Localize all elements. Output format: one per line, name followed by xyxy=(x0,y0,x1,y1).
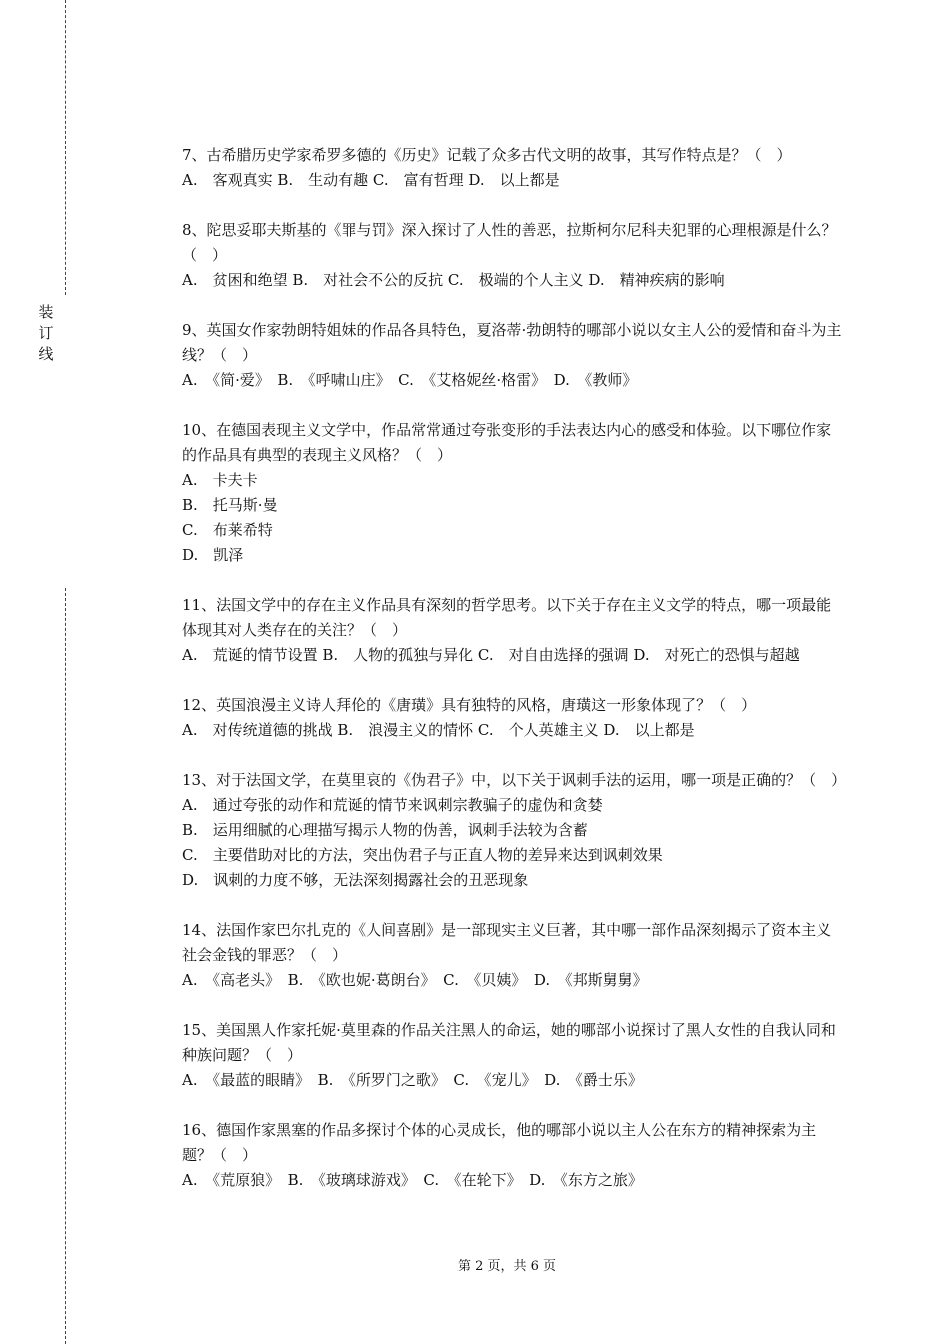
question-13 xyxy=(182,768,847,893)
question-stem: 8、陀思妥耶夫斯基的《罪与罚》深入探讨了人性的善恶，拉斯柯尔尼科夫犯罪的心理根源是什么？（ ） xyxy=(182,221,837,264)
question-9 xyxy=(182,318,844,393)
question-options: A. 客观真实 B. 生动有趣 C. 富有哲理 D. 以上都是 xyxy=(182,171,560,189)
option-c: C. 主要借助对比的方法，突出伪君子与正直人物的差异来达到讽刺效果 xyxy=(182,846,663,864)
question-stem: 11、法国文学中的存在主义作品具有深刻的哲学思考。以下关于存在主义文学的特点，哪一项最能体现其对人类存在的关注？（ ） xyxy=(182,596,832,639)
binding-dashed-line-bottom xyxy=(65,588,66,1344)
option-a: A. 卡夫卡 xyxy=(182,471,258,489)
question-list xyxy=(182,143,847,1218)
binding-char: 装 xyxy=(38,303,54,321)
question-15 xyxy=(182,1018,844,1093)
question-14 xyxy=(182,918,844,993)
binding-char: 线 xyxy=(38,345,54,363)
question-options: A. 《简·爱》 B. 《呼啸山庄》 C. 《艾格妮丝·格雷》 D. 《教师》 xyxy=(182,371,638,389)
question-options: A. 《高老头》 B. 《欧也妮·葛朗台》 C. 《贝姨》 D. 《邦斯舅舅》 xyxy=(182,971,648,989)
question-options: A. 《最蓝的眼睛》 B. 《所罗门之歌》 C. 《宠儿》 D. 《爵士乐》 xyxy=(182,1071,643,1089)
question-stem: 10、在德国表现主义文学中，作品常常通过夸张变形的手法表达内心的感受和体验。以下哪位作家的作品具有典型的表现主义风格？（ ） xyxy=(182,421,832,464)
option-d: D. 讽刺的力度不够，无法深刻揭露社会的丑恶现象 xyxy=(182,871,529,889)
question-stem: 16、德国作家黑塞的作品多探讨个体的心灵成长，他的哪部小说以主人公在东方的精神探索为主题？（ ） xyxy=(182,1121,817,1164)
binding-dashed-line-top xyxy=(65,0,66,295)
page-footer xyxy=(0,1257,950,1277)
question-options: A. 《荒原狼》 B. 《玻璃球游戏》 C. 《在轮下》 D. 《东方之旅》 xyxy=(182,1171,643,1189)
question-16 xyxy=(182,1118,844,1193)
binding-label xyxy=(36,302,56,365)
question-stem: 9、英国女作家勃朗特姐妹的作品各具特色，夏洛蒂·勃朗特的哪部小说以女主人公的爱情和奋斗为主线？（ ） xyxy=(182,321,842,364)
page-number: 第 2 页，共 6 页 xyxy=(457,1259,557,1274)
question-stem: 14、法国作家巴尔扎克的《人间喜剧》是一部现实主义巨著，其中哪一部作品深刻揭示了资本主义社会金钱的罪恶？（ ） xyxy=(182,921,832,964)
option-d: D. 凯泽 xyxy=(182,546,244,564)
question-stem: 13、对于法国文学，在莫里哀的《伪君子》中，以下关于讽刺手法的运用，哪一项是正确的？（ ） xyxy=(182,771,847,789)
question-12 xyxy=(182,693,844,743)
question-8 xyxy=(182,218,844,293)
question-11 xyxy=(182,593,844,668)
question-options: A. 荒诞的情节设置 B. 人物的孤独与异化 C. 对自由选择的强调 D. 对死亡的恐惧与超越 xyxy=(182,646,800,664)
option-b: B. 运用细腻的心理描写揭示人物的伪善，讽刺手法较为含蓄 xyxy=(182,821,588,839)
question-10 xyxy=(182,418,844,568)
option-c: C. 布莱希特 xyxy=(182,521,273,539)
question-stem: 7、古希腊历史学家希罗多德的《历史》记载了众多古代文明的故事，其写作特点是？（ ） xyxy=(182,146,792,164)
question-stem: 12、英国浪漫主义诗人拜伦的《唐璜》具有独特的风格，唐璜这一形象体现了？（ ） xyxy=(182,696,757,714)
binding-char: 订 xyxy=(38,324,54,342)
question-7 xyxy=(182,143,844,193)
option-b: B. 托马斯·曼 xyxy=(182,496,278,514)
question-stem: 15、美国黑人作家托妮·莫里森的作品关注黑人的命运，她的哪部小说探讨了黑人女性的自我认同和种族问题？（ ） xyxy=(182,1021,836,1064)
question-options: A. 对传统道德的挑战 B. 浪漫主义的情怀 C. 个人英雄主义 D. 以上都是 xyxy=(182,721,695,739)
question-options: A. 贫困和绝望 B. 对社会不公的反抗 C. 极端的个人主义 D. 精神疾病的影响 xyxy=(182,271,725,289)
option-a: A. 通过夸张的动作和荒诞的情节来讽刺宗教骗子的虚伪和贪婪 xyxy=(182,796,603,814)
